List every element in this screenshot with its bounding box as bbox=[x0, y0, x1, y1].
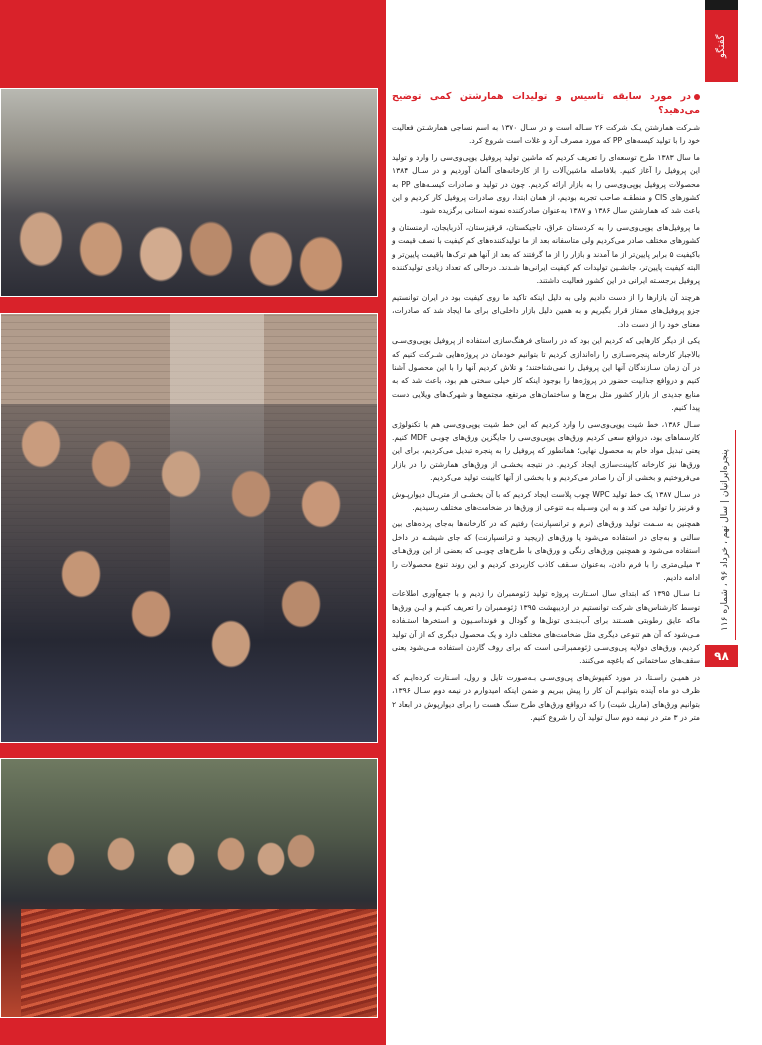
photo-sheet-stack bbox=[21, 909, 377, 1017]
paragraph: سـال ۱۳۸۶، خط شیت یوپی‌وی‌سی را وارد کردیم که این خط شیت یوپی‌وی‌سی هم با تکنولوژی کارسماهای بود، دروافع سعی کردیم ورق‌های یوپی‌وی‌سی را جایگزین ورق‌های چوبـی MDF کنیم. یعنی تبدیل مواد خام به محصول نهایی؛ همانطور که پروفیل را به پنجره تبدیل می‌کردیم، برای این ورق‌ها نیز کارخانه کابینت‌سازی ایجاد کردیم. در نتیجه بخشـی از ورق‌های همارشتن را در بازار می‌فروختیم و بخشی از آن را صادر می‌کردیم و با بخشی از آنها کابینت تولید می‌کردیم. bbox=[392, 419, 700, 483]
photo-factory-crowd bbox=[0, 313, 378, 743]
paragraph: هرچند آن بازارها را از دست دادیم ولی به دلیل اینکه تاکید ما روی کیفیت بود در ایران توانستیم جزو پروفیل‌های ممتاز قرار بگیریم و به همین دلیل بازار داخلی‌ای برای ما ایجاد شد که صادرات، معنای خود را از دست داد. bbox=[392, 292, 700, 329]
section-tab bbox=[705, 10, 738, 82]
photo-delegation-visit bbox=[0, 88, 378, 297]
page-number: ۹۸ bbox=[705, 645, 738, 667]
paragraph: ما پروفیل‌های یوپی‌وی‌سی را به کردستان عراق، تاجیکستان، قرقیزستان، آذربایجان، ارمنستان و کشورهای مختلف صادر می‌کردیم ولی متاسفانه بعد از ما تولیدکننده‌های کم کیفیت با نصف قیمت و باکیفیت ۵ برابر پایین‌تر از ما آمدند و بازار را از ما گرفتند که بعد از آنها هم ترک‌ها باقیمت پایین‌تر و البته کیفیت پایین‌تر، جانشـین تولیدات کم کیفیت ایرانی‌ها شـدند. درحالی که تعداد زیادی تولیدکننده پروفیل برجسـته ایرانی در این کشور فعالیت داشتند. bbox=[392, 222, 701, 286]
paragraph: همچنین به سـمت تولید ورق‌های (نرم و ترانسپارنت) رفتیم که در کارخانه‌ها به‌جای پرده‌های بین سالنی و به‌جای در استفاده می‌شود یا ورق‌های (ریجید و ترانسپارنت) که جای شیشـه در داخل استفاده می‌شود و همچنین ورق‌های رنگی و ورق‌های با طرح‌های چوبـی که بعضی از این ورق‌هـای ۳ میلی‌متری را با فرم دادن، به‌عنوان سـقف کاذب کاربردی کردیم و این روند تنوع محصولات را ادامه دادیم. bbox=[392, 519, 700, 582]
journal-running-head: پنجره‌ایرانیان | سال نهم ، خرداد ۹۶ ، شماره ۱۱۶ bbox=[720, 449, 730, 631]
bullet-dot-icon bbox=[694, 94, 700, 100]
article-heading bbox=[392, 90, 700, 118]
paragraph: ما سال ۱۳۸۳ طرح توسعه‌ای را تعریف کردیم که ماشین تولید پروفیل یوپی‌وی‌سی را وارد و تولید این پروفیل را آغاز کنیم. بلافاصله ماشین‌آلات را از کارخانه‌های آلمان آوردیم و در سـال ۱۳۸۴ محصولات پروفیل یوپی‌وی‌سی را به بازار ارائه کردیم. چون در تولید و صادرات کیسـه‌های PP به کشورهای CIS و منطقـه صاحب تجربه بودیم، از همان ابتدا، روی صادرات پروفیل کار کردیم و این باعث شد که همارشتن سال ۱۳۸۶ و ۱۳۸۷ به‌عنوان صادرکننده نمونه استانی برگزیده شود. bbox=[392, 152, 700, 216]
paragraph: شـرکت همارشتن یـک شرکت ۲۶ سـاله است و در سـال ۱۳۷۰ به اسم نساجی همارشـتن فعالیت خود را با تولید کیسه‌های PP که مورد مصرف آرد و غلات است شروع کرد. bbox=[392, 123, 700, 146]
photo-production-line bbox=[0, 758, 378, 1018]
section-tab-label: گفتگو bbox=[716, 34, 727, 58]
paragraph: در سـال ۱۳۸۷ یک خط تولید WPC چوب پلاست ایجاد کردیم که با آن بخشـی از متریـال دیوارپـوش و فرنیز را تولید می کند و به این وسـیله بـه تنوعی از ورق‌ها در ضخامت‌های مختلف رسیدیم. bbox=[392, 489, 700, 512]
paragraph: یکی از دیگر کارهایی که کردیم این بود که در راستای فرهنگ‌سازی استفاده از پروفیل یوپی‌وی‌سـی بالاجبار کارخانه پنجره‌سـازی را راه‌اندازی کردیم تا بتوانیم خودمان در پروژه‌هایی شـرکت کنیم که در آن زمان سـازندگان آنها این پروفیل را نمی‌شناختند؛ و تلاش کردیم آنها را با این محصول آشنا کنیم و دروافع جذابیت حضور در پروژه‌ها را بوجود اینکه کار خیلی سختی هم بود، باعث شد که به منابع جدیدی از بازار کشور مثل برج‌ها و ساختمان‌های مرتفع، مجتمع‌ها و شهرک‌های ویلایی دست پیدا کنیم. bbox=[392, 336, 700, 413]
paragraph: در همیـن راسـتا، در مورد کفپوش‌های پی‌وی‌سـی بـه‌صورت تایل و رول، اسـتارت کرده‌ایـم که ظرف دو ماه آینده بتوانیـم آن کار را پیش ببریم و ضمن اینکه امیدوارم در نیمه دوم سـال ۱۳۹۶، بتوانیم ورق‌های (ماربل شیت) را که دروافع ورق‌های طرح سنگ هست را برای دیوارپوش در ابعاد ۲ متر در ۳ متر در نیمه دوم سال تولید آن را شروع کنیم. bbox=[392, 672, 700, 723]
top-dark-marker bbox=[705, 0, 738, 10]
photo-crowd-figures bbox=[1, 404, 377, 742]
paragraph: تـا سـال ۱۳۹۵ که ابتدای سال اسـتارت پروژه تولید ژئوممبران را زدیم و با جمع‌آوری اطلاعات توسط کارشناس‌های شرکت توانستیم در اردیبهشت ۱۳۹۵ ژئوممبران را تعریف کنیـم و ایـن ورق‌ها ماکه عایق رطوبتی هسـتند برای آب‌بنـدی تونل‌ها و گودال و فونداسـیون و استخرها استـفاده مـی‌شود که آن هم تنوعی دیگری مثل ضخامت‌های مختلف دارد و یک محصول دیگری که از آن تولید کردیم، ورق‌های دولایه پی‌وی‌سـی ژئوممبرانـی است که برای روف گاردن استفاده مـی‌شود یعنی سقف‌های ساختمانی که باغچه می‌کنند. bbox=[392, 589, 700, 666]
side-divider bbox=[735, 430, 736, 640]
article-heading-text: در مورد سابقه تاسیس و تولیدات همارشتن کمی توضیح می‌دهید؟ bbox=[392, 91, 700, 116]
article-body bbox=[392, 90, 700, 727]
